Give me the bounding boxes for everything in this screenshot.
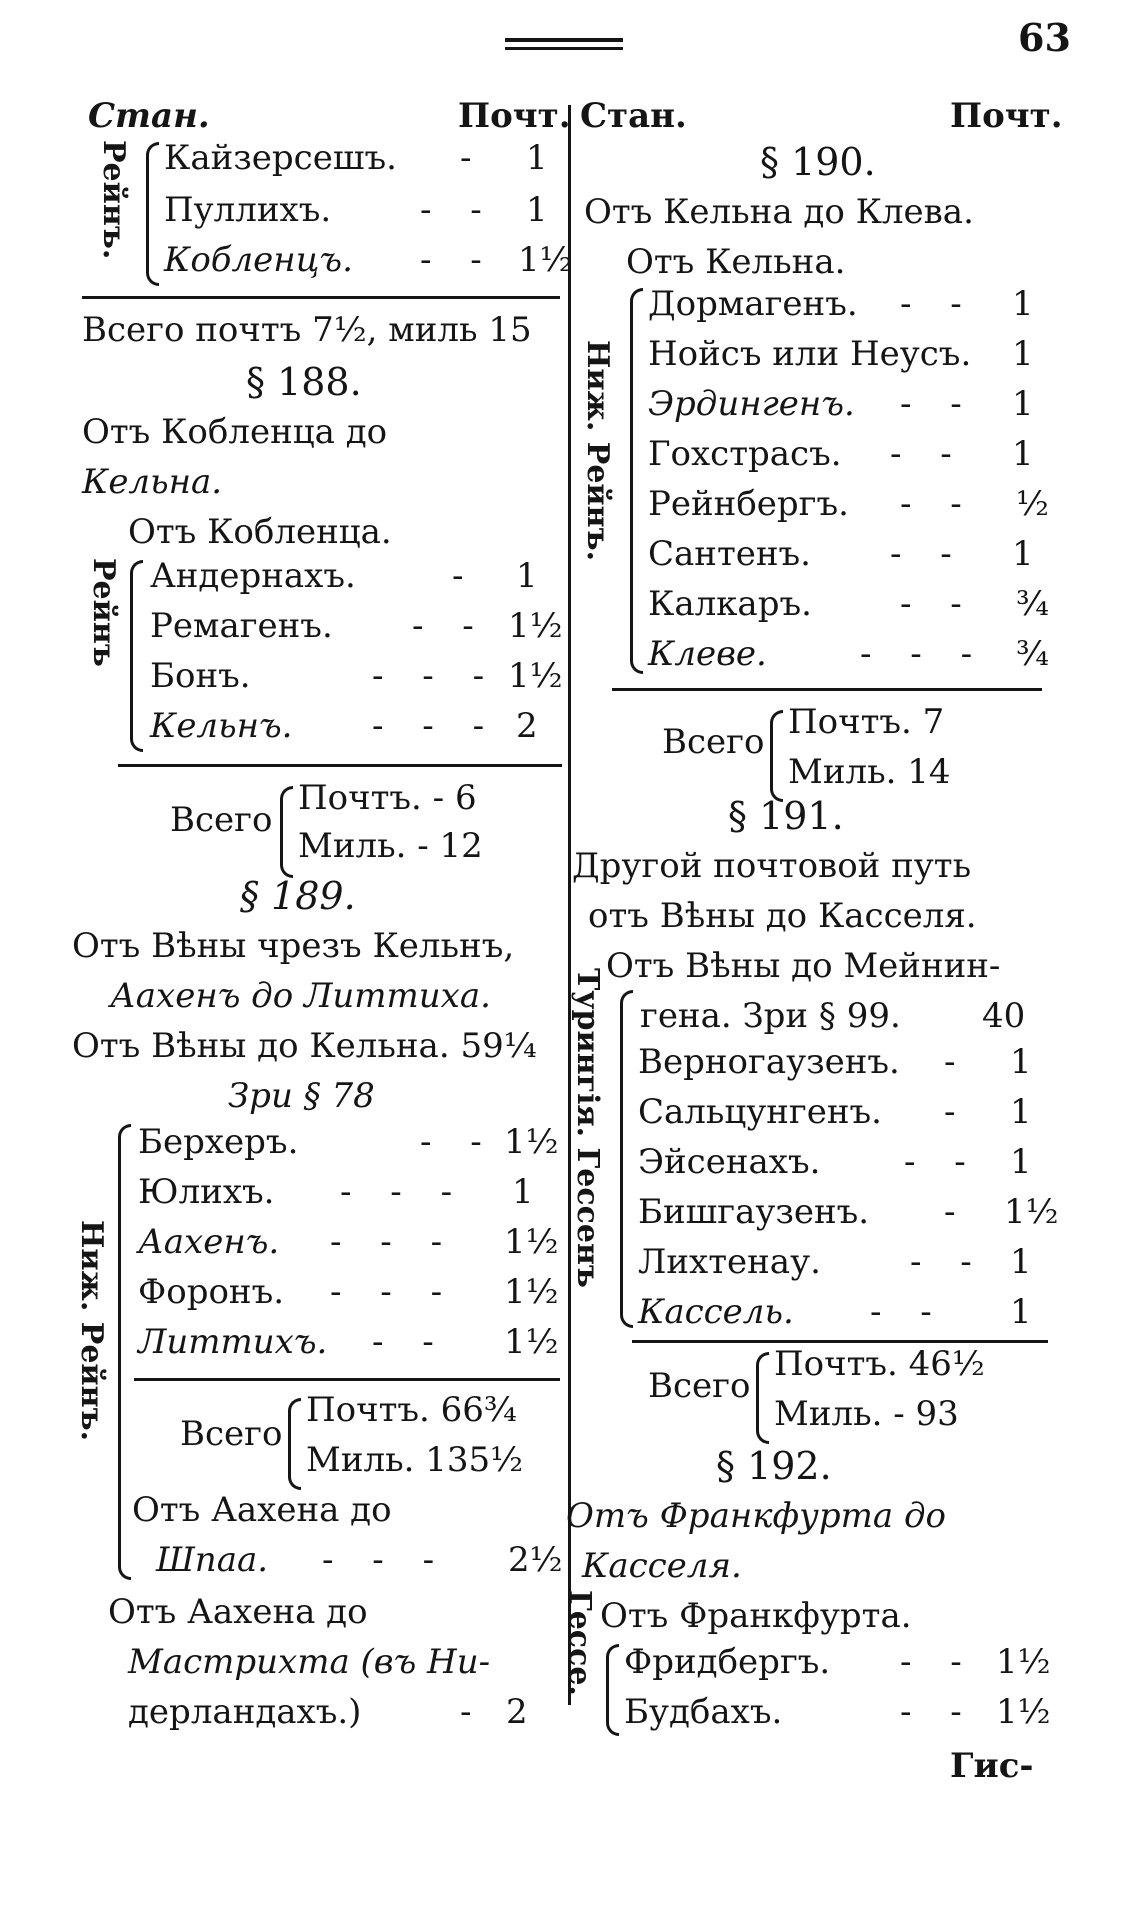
right-row-value: ½ xyxy=(1016,484,1049,524)
right-191-line3: Отъ Вѣны до Мейнин- xyxy=(606,946,1001,986)
left-row-value: 1 xyxy=(512,1172,534,1212)
right-row: Фридбергъ. xyxy=(624,1642,831,1682)
left-maast-a: Отъ Аахена до xyxy=(108,1592,368,1632)
left-group2-brace xyxy=(118,1124,131,1580)
left-aachen-b-value: 2½ xyxy=(508,1540,563,1580)
right-row: Лихтенау. xyxy=(638,1242,821,1282)
leader-dots: - - xyxy=(870,1292,946,1332)
right-190-sub: Отъ Кельна. xyxy=(626,242,846,282)
left-total2-label: Всего xyxy=(180,1414,283,1454)
left-total-line: Всего почтъ 7½, миль 15 xyxy=(82,310,532,350)
left-188-from-b: Кельна. xyxy=(82,462,223,502)
right-total0-brace xyxy=(770,710,783,802)
left-row-value: 1½ xyxy=(504,1272,559,1312)
left-row: Берхеръ. xyxy=(138,1122,299,1162)
left-189-line1: Отъ Вѣны чрезъ Кельнъ, xyxy=(72,926,515,966)
left-total1-brace xyxy=(280,786,293,878)
left-row-value: 1½ xyxy=(508,656,563,696)
right-190-from: Отъ Кельна до Клева. xyxy=(584,192,974,232)
left-row: Ремагенъ. xyxy=(150,606,333,646)
right-192-sub: Отъ Франкфурта. xyxy=(600,1596,912,1636)
left-row: Форонъ. xyxy=(138,1272,285,1312)
leader-dots: - - xyxy=(900,384,976,424)
right-total0-miles: Миль. 14 xyxy=(788,752,951,792)
left-188-sub: Отъ Кобленца. xyxy=(128,512,392,552)
right-group0-label: Ниж. Рейнъ. xyxy=(580,340,615,562)
right-row: Дормагенъ. xyxy=(648,284,858,324)
left-row-value: 2 xyxy=(516,706,538,746)
left-header-station: Стан. xyxy=(88,96,210,136)
leader-dots: - xyxy=(944,1192,970,1232)
leader-dots: - - - xyxy=(372,706,499,746)
left-group1-label: Рейнъ xyxy=(86,558,121,667)
right-row-value: ¾ xyxy=(1016,584,1049,624)
left-row-value: 1½ xyxy=(504,1322,559,1362)
right-row: Будбахъ. xyxy=(624,1692,783,1732)
header-rule-2 xyxy=(505,47,623,50)
left-row: Андернахъ. xyxy=(150,556,356,596)
left-row: Юлихъ. xyxy=(138,1172,275,1212)
left-total2-post: Почтъ. 66¾ xyxy=(306,1390,517,1430)
right-total1-label: Всего xyxy=(648,1366,751,1406)
catchword: Гис- xyxy=(950,1746,1034,1786)
right-row: Клеве. xyxy=(648,634,767,674)
right-192-line1: Отъ Франкфурта до xyxy=(566,1496,946,1536)
leader-dots: - - xyxy=(420,240,496,280)
leader-dots: - - - xyxy=(860,634,987,674)
leader-dots: - - xyxy=(412,606,488,646)
left-group0-brace xyxy=(146,142,159,286)
right-group1-label: Турингія. Гессенъ xyxy=(570,968,605,1288)
left-rule xyxy=(82,296,560,299)
left-total1-post: Почтъ. - 6 xyxy=(298,778,477,818)
leader-dots: - - xyxy=(900,284,976,324)
left-rule xyxy=(134,1378,560,1381)
right-row: Нойсъ или Неусъ. xyxy=(648,334,972,374)
leader-dots: - - xyxy=(420,1122,496,1162)
right-row: Эрдингенъ. xyxy=(648,384,855,424)
right-row: Сантенъ. xyxy=(648,534,811,574)
left-group1-brace xyxy=(130,560,143,752)
left-row-value: 1½ xyxy=(508,606,563,646)
right-row: Бишгаузенъ. xyxy=(638,1192,870,1232)
left-header-post: Почт. xyxy=(458,96,571,136)
leader-dots: - - xyxy=(900,484,976,524)
leader-dots: - xyxy=(452,556,478,596)
left-189-ref: Зри § 78 xyxy=(228,1076,375,1116)
right-header-post: Почт. xyxy=(950,96,1063,136)
left-row-value: 1½ xyxy=(518,240,573,280)
left-row-value: 1 xyxy=(526,138,548,178)
right-row-value: 1 xyxy=(1010,1242,1032,1282)
left-row: Кайзерсешъ. xyxy=(164,138,397,178)
leader-dots: - - - xyxy=(330,1222,457,1262)
right-section-192: § 192. xyxy=(716,1444,832,1488)
left-section-189: § 189. xyxy=(240,874,356,918)
leader-dots: - - xyxy=(900,1692,976,1732)
left-maast-c: дерландахъ.) xyxy=(128,1692,362,1732)
left-maast-b: Мастрихта (въ Ни- xyxy=(128,1642,491,1682)
right-rule xyxy=(612,688,1042,691)
right-group1-brace xyxy=(620,990,633,1328)
left-row-value: 1½ xyxy=(504,1122,559,1162)
left-row-value: 1½ xyxy=(504,1222,559,1262)
leader-dots: - - xyxy=(890,434,966,474)
leader-dots: - xyxy=(944,1042,970,1082)
left-total2-brace xyxy=(288,1398,301,1490)
left-188-from-a: Отъ Кобленца до xyxy=(82,412,388,452)
left-row: Аахенъ. xyxy=(138,1222,280,1262)
right-191-line4-value: 40 xyxy=(982,996,1026,1036)
left-row: Кобленцъ. xyxy=(164,240,353,280)
left-row: Бонъ. xyxy=(150,656,251,696)
leader-dots: - - xyxy=(904,1142,980,1182)
column-divider xyxy=(568,105,571,1705)
left-row: Кельнъ. xyxy=(150,706,293,746)
page-number: 63 xyxy=(1018,15,1071,60)
right-row-value: 1 xyxy=(1012,384,1034,424)
left-total1-label: Всего xyxy=(170,800,273,840)
right-row-value: 1 xyxy=(1012,534,1034,574)
right-rule xyxy=(632,1340,1048,1343)
leader-dots: - - xyxy=(890,534,966,574)
left-rule xyxy=(118,764,562,767)
right-row: Сальцунгенъ. xyxy=(638,1092,882,1132)
leader-dots: - - - xyxy=(322,1540,449,1580)
right-group2-brace xyxy=(606,1644,619,1736)
right-191-line2: отъ Вѣны до Касселя. xyxy=(588,896,977,936)
left-189-line3: Отъ Вѣны до Кельна. 59¼ xyxy=(72,1026,537,1066)
leader-dots: - - xyxy=(372,1322,448,1362)
leader-dots: - - xyxy=(910,1242,986,1282)
right-section-190: § 190. xyxy=(760,140,876,184)
right-191-line4: гена. Зри § 99. xyxy=(640,996,901,1036)
right-section-191: § 191. xyxy=(728,794,844,838)
leader-dots: - xyxy=(460,138,486,178)
left-aachen-b: Шпаа. xyxy=(156,1540,269,1580)
right-row-value: 1 xyxy=(1010,1092,1032,1132)
right-row-value: 1½ xyxy=(1004,1192,1059,1232)
right-row-value: ¾ xyxy=(1016,634,1049,674)
right-row: Верногаузенъ. xyxy=(638,1042,900,1082)
left-row: Литтихъ. xyxy=(138,1322,328,1362)
left-row-value: 1 xyxy=(526,190,548,230)
left-group0-label: Рейнъ. xyxy=(96,140,131,260)
leader-dots: - - - xyxy=(330,1272,457,1312)
left-189-line2: Аахенъ до Литтиха. xyxy=(110,976,491,1016)
right-row-value: 1 xyxy=(1012,434,1034,474)
right-total0-post: Почтъ. 7 xyxy=(788,702,945,742)
right-total1-brace xyxy=(756,1352,769,1444)
leader-dots: - xyxy=(944,1092,970,1132)
left-section-188: § 188. xyxy=(246,360,362,404)
leader-dots: - - xyxy=(900,584,976,624)
right-row: Гохстрасъ. xyxy=(648,434,842,474)
header-rule xyxy=(505,38,623,42)
right-row-value: 1 xyxy=(1012,284,1034,324)
left-total1-miles: Миль. - 12 xyxy=(298,826,483,866)
right-group2-label: Гессе. xyxy=(562,1590,597,1696)
right-row-value: 1 xyxy=(1010,1042,1032,1082)
right-row: Рейнбергъ. xyxy=(648,484,849,524)
right-row-value: 1 xyxy=(1010,1142,1032,1182)
right-row: Эйсенахъ. xyxy=(638,1142,821,1182)
leader-dots: - - xyxy=(900,1642,976,1682)
right-group0-brace xyxy=(630,288,643,674)
left-row: Пуллихъ. xyxy=(164,190,332,230)
leader-dots: - - - xyxy=(372,656,499,696)
left-maast-c-value: 2 xyxy=(506,1692,528,1732)
right-row: Калкаръ. xyxy=(648,584,812,624)
right-191-line1: Другой почтовой путь xyxy=(572,846,972,886)
right-header-station: Стан. xyxy=(580,96,687,136)
leader-dots: - - xyxy=(420,190,496,230)
leader-dots: - - - xyxy=(340,1172,467,1212)
left-row-value: 1 xyxy=(516,556,538,596)
right-total1-post: Почтъ. 46½ xyxy=(774,1344,985,1384)
right-row-value: 1½ xyxy=(996,1642,1051,1682)
left-group2-label: Ниж. Рейнъ. xyxy=(74,1220,109,1442)
right-row-value: 1 xyxy=(1010,1292,1032,1332)
right-total1-miles: Миль. - 93 xyxy=(774,1394,959,1434)
left-aachen-a: Отъ Аахена до xyxy=(132,1490,392,1530)
leader-dots: - xyxy=(460,1692,486,1732)
right-192-line2: Касселя. xyxy=(582,1546,742,1586)
right-row-value: 1 xyxy=(1012,334,1034,374)
right-row-value: 1½ xyxy=(996,1692,1051,1732)
right-row: Кассель. xyxy=(638,1292,794,1332)
right-total0-label: Всего xyxy=(662,722,765,762)
left-total2-miles: Миль. 135½ xyxy=(306,1440,524,1480)
